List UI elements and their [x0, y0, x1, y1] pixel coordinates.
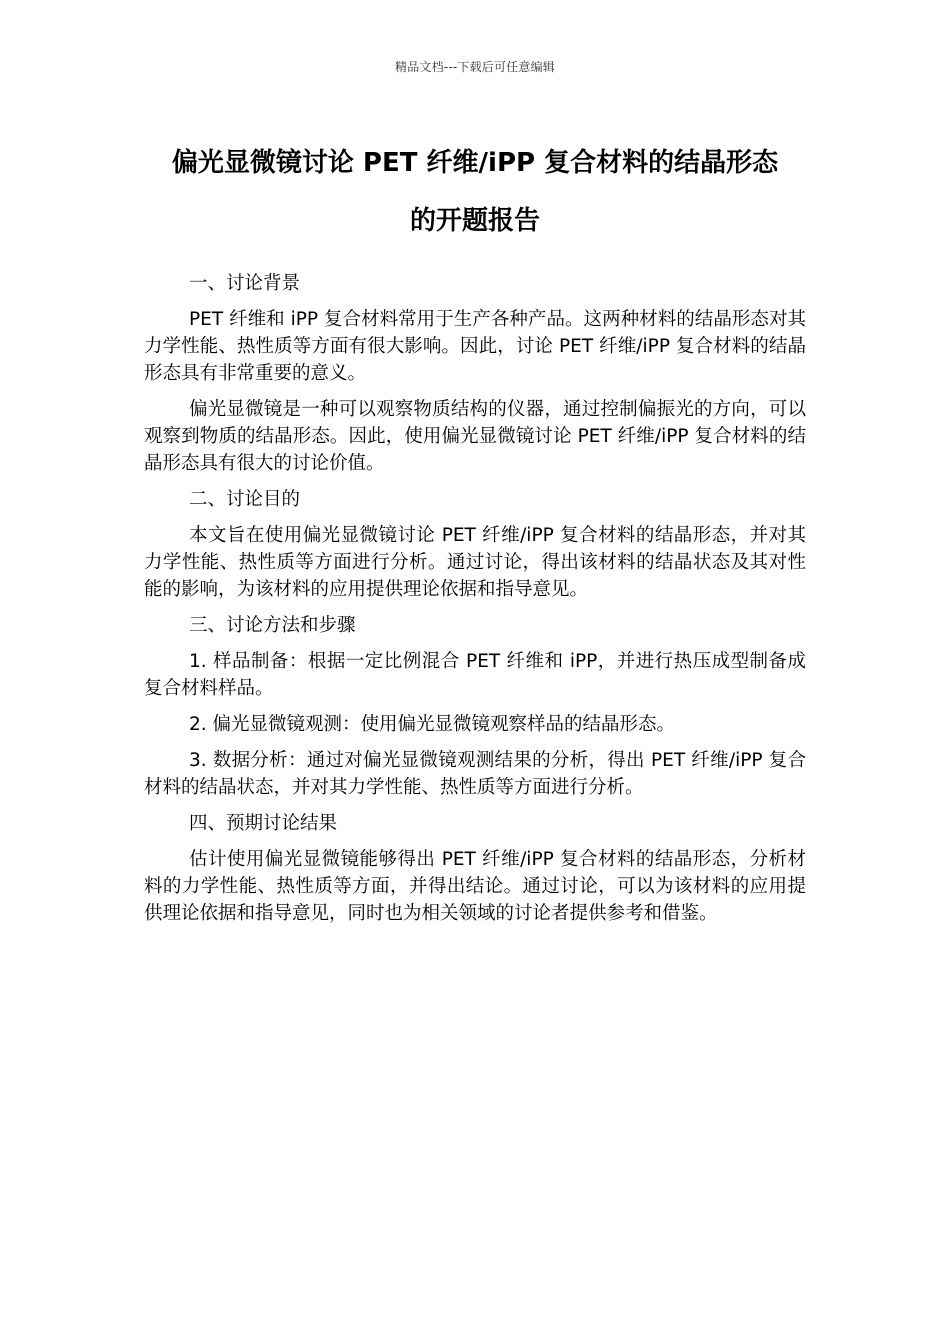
section-heading-expected-results: 四、预期讨论结果 — [189, 813, 338, 834]
section-heading-background: 一、讨论背景 — [189, 273, 301, 294]
paragraph-methods-step-1: 1. 样品制备：根据一定比例混合 PET 纤维和 iPP，并进行热压成型制备成复合材料样品。 — [144, 651, 806, 699]
paragraph-expected-results-1: 估计使用偏光显微镜能够得出 PET 纤维/iPP 复合材料的结晶形态，分析材料的力学性能、热性质等方面，并得出结论。通过讨论，可以为该材料的应用提供理论依据和指导意见，同时也为相关领域的讨论者提供参考和借鉴。 — [144, 849, 806, 924]
paragraph-purpose-1: 本文旨在使用偏光显微镜讨论 PET 纤维/iPP 复合材料的结晶形态，并对其力学性能、热性质等方面进行分析。通过讨论，得出该材料的结晶状态及其对性能的影响，为该材料的应用提供理论依据和指导意见。 — [144, 525, 806, 600]
header-note: 精品文档---下载后可任意编辑 — [395, 60, 555, 74]
section-heading-purpose: 二、讨论目的 — [189, 489, 301, 510]
document-body — [144, 270, 806, 936]
title-line-2: 的开题报告 — [409, 206, 540, 236]
paragraph-background-1: PET 纤维和 iPP 复合材料常用于生产各种产品。这两种材料的结晶形态对其力学性能、热性质等方面有很大影响。因此，讨论 PET 纤维/iPP 复合材料的结晶形态具有非常重要的意义。 — [144, 309, 806, 384]
paragraph-background-2: 偏光显微镜是一种可以观察物质结构的仪器，通过控制偏振光的方向，可以观察到物质的结晶形态。因此，使用偏光显微镜讨论 PET 纤维/iPP 复合材料的结晶形态具有很大的讨论价值。 — [144, 399, 806, 474]
paragraph-methods-step-3: 3. 数据分析：通过对偏光显微镜观测结果的分析，得出 PET 纤维/iPP 复合材料的结晶状态，并对其力学性能、热性质等方面进行分析。 — [144, 750, 806, 798]
paragraph-methods-step-2: 2. 偏光显微镜观测：使用偏光显微镜观察样品的结晶形态。 — [189, 714, 676, 735]
title-line-1: 偏光显微镜讨论 PET 纤维/iPP 复合材料的结晶形态 — [171, 148, 779, 178]
document-title — [110, 134, 840, 250]
section-heading-methods: 三、讨论方法和步骤 — [189, 615, 356, 636]
